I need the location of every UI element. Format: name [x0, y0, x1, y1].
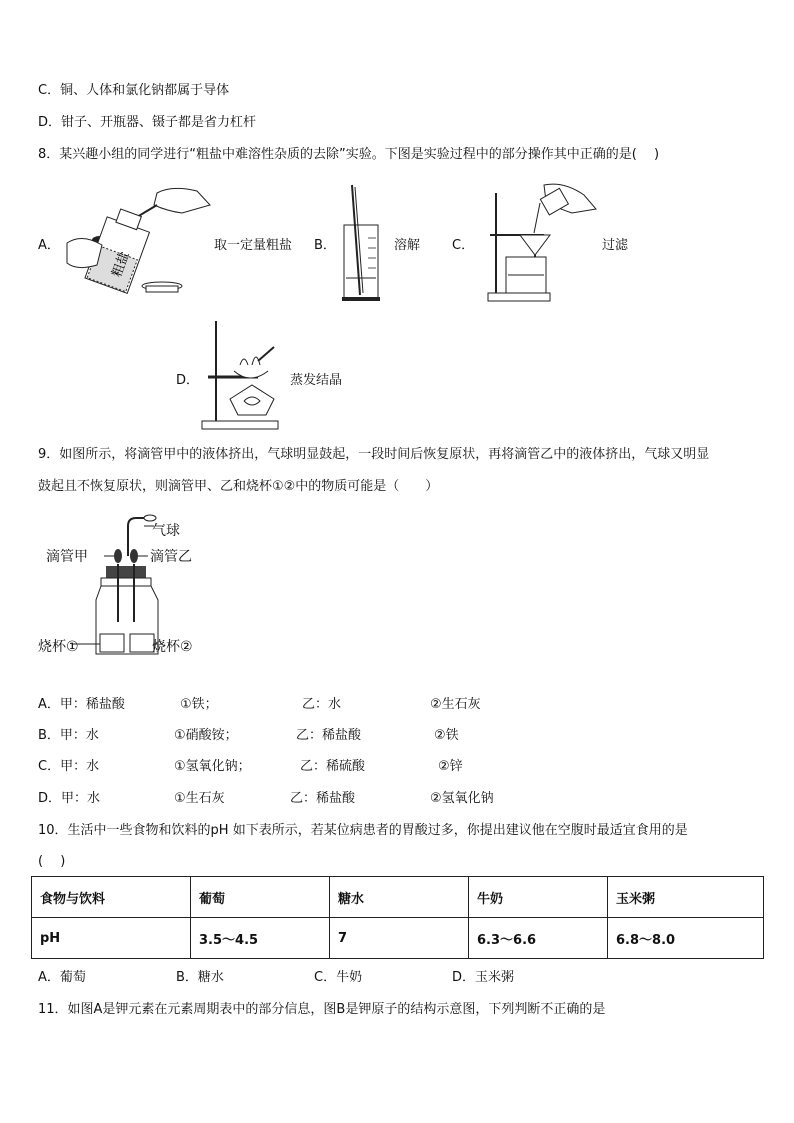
- balloon-label: 气球: [152, 523, 180, 539]
- filter-illustration: [484, 183, 602, 305]
- table-cell: 玉米粥: [608, 877, 764, 918]
- q8-option-a-label: 取一定量粗盐: [214, 238, 293, 253]
- beaker-1-label: 烧杯①: [38, 639, 79, 655]
- take-salt-illustration: [62, 183, 212, 303]
- q11-stem: 11．如图A是钾元素在元素周期表中的部分信息，图B是钾原子的结构示意图，下列判断不正确的是: [38, 1002, 606, 1017]
- table-cell: pH: [32, 918, 191, 959]
- evaporate-illustration: [200, 319, 282, 431]
- q8-option-b-label: 溶解: [394, 238, 421, 253]
- q9-option-d-part4: ②氢氧化钠: [430, 791, 494, 806]
- q10-option-d: D．玉米粥: [452, 970, 515, 985]
- q10-option-c: C．牛奶: [314, 970, 363, 985]
- q8-option-c-letter: C．: [452, 238, 475, 253]
- q9-option-b-part4: ②铁: [434, 728, 459, 743]
- q10-option-a: A．葡萄: [38, 970, 86, 985]
- q9-stem-line1: 9．如图所示，将滴管甲中的液体挤出，气球明显鼓起，一段时间后恢复原状，再将滴管乙中的液体挤出，气球又明显: [38, 447, 710, 462]
- q7-option-c: C．铜、人体和氯化钠都属于导体: [38, 83, 230, 98]
- beaker-2-label: 烧杯②: [152, 639, 193, 655]
- table-row: [32, 877, 764, 918]
- q9-option-d-part3: 乙：稀盐酸: [290, 791, 356, 806]
- ph-table: [31, 876, 764, 959]
- q10-answer-paren: ( ): [38, 854, 66, 869]
- q9-option-a-part2: ①铁；: [180, 697, 218, 712]
- table-cell: 糖水: [330, 877, 469, 918]
- table-cell: 3.5～4.5: [191, 918, 330, 959]
- q8-option-b-letter: B．: [314, 238, 336, 253]
- q9-option-d-part1: D．甲：水: [38, 791, 101, 806]
- q10-option-b: B．糖水: [176, 970, 224, 985]
- table-cell: 7: [330, 918, 469, 959]
- q9-option-c-part1: C．甲：水: [38, 759, 100, 774]
- q8-option-a-letter: A．: [38, 238, 60, 253]
- q8-option-c-label: 过滤: [602, 238, 629, 253]
- q8-stem: 8．某兴趣小组的同学进行“粗盐中难溶性杂质的去除”实验。下图是实验过程中的部分操作其中正确的是( ): [38, 147, 660, 162]
- q9-option-a-part3: 乙：水: [302, 697, 342, 712]
- q9-option-a-part4: ②生石灰: [430, 697, 481, 712]
- dissolve-illustration: [338, 183, 388, 305]
- q9-option-c-part2: ①氢氧化钠；: [174, 759, 251, 774]
- table-cell: 食物与饮料: [32, 877, 191, 918]
- table-cell: 牛奶: [469, 877, 608, 918]
- q9-option-b-part2: ①硝酸铵；: [174, 728, 238, 743]
- q9-option-c-part4: ②锌: [438, 759, 463, 774]
- table-cell: 6.8～8.0: [608, 918, 764, 959]
- table-cell: 6.3～6.6: [469, 918, 608, 959]
- q10-stem: 10．生活中一些食物和饮料的pH 如下表所示，若某位病患者的胃酸过多，你提出建议他在空腹时最适宜食用的是: [38, 823, 688, 838]
- q9-option-b-part3: 乙：稀盐酸: [296, 728, 362, 743]
- q9-option-b-part1: B．甲：水: [38, 728, 99, 743]
- table-row: [32, 918, 764, 959]
- dropper-b-label: 滴管乙: [150, 549, 192, 565]
- dropper-a-label: 滴管甲: [46, 549, 88, 565]
- q9-option-c-part3: 乙：稀硫酸: [300, 759, 366, 774]
- q9-option-a-part1: A．甲：稀盐酸: [38, 697, 125, 712]
- q8-option-d-letter: D．: [176, 373, 200, 388]
- q9-option-d-part2: ①生石灰: [174, 791, 225, 806]
- q7-option-d: D．钳子、开瓶器、镊子都是省力杠杆: [38, 115, 257, 130]
- bottle-label: 粗盐: [109, 249, 133, 280]
- table-cell: 葡萄: [191, 877, 330, 918]
- q9-stem-line2: 鼓起且不恢复原状，则滴管甲、乙和烧杯①②中的物质可能是（ ）: [38, 479, 439, 494]
- q8-option-d-label: 蒸发结晶: [290, 373, 343, 388]
